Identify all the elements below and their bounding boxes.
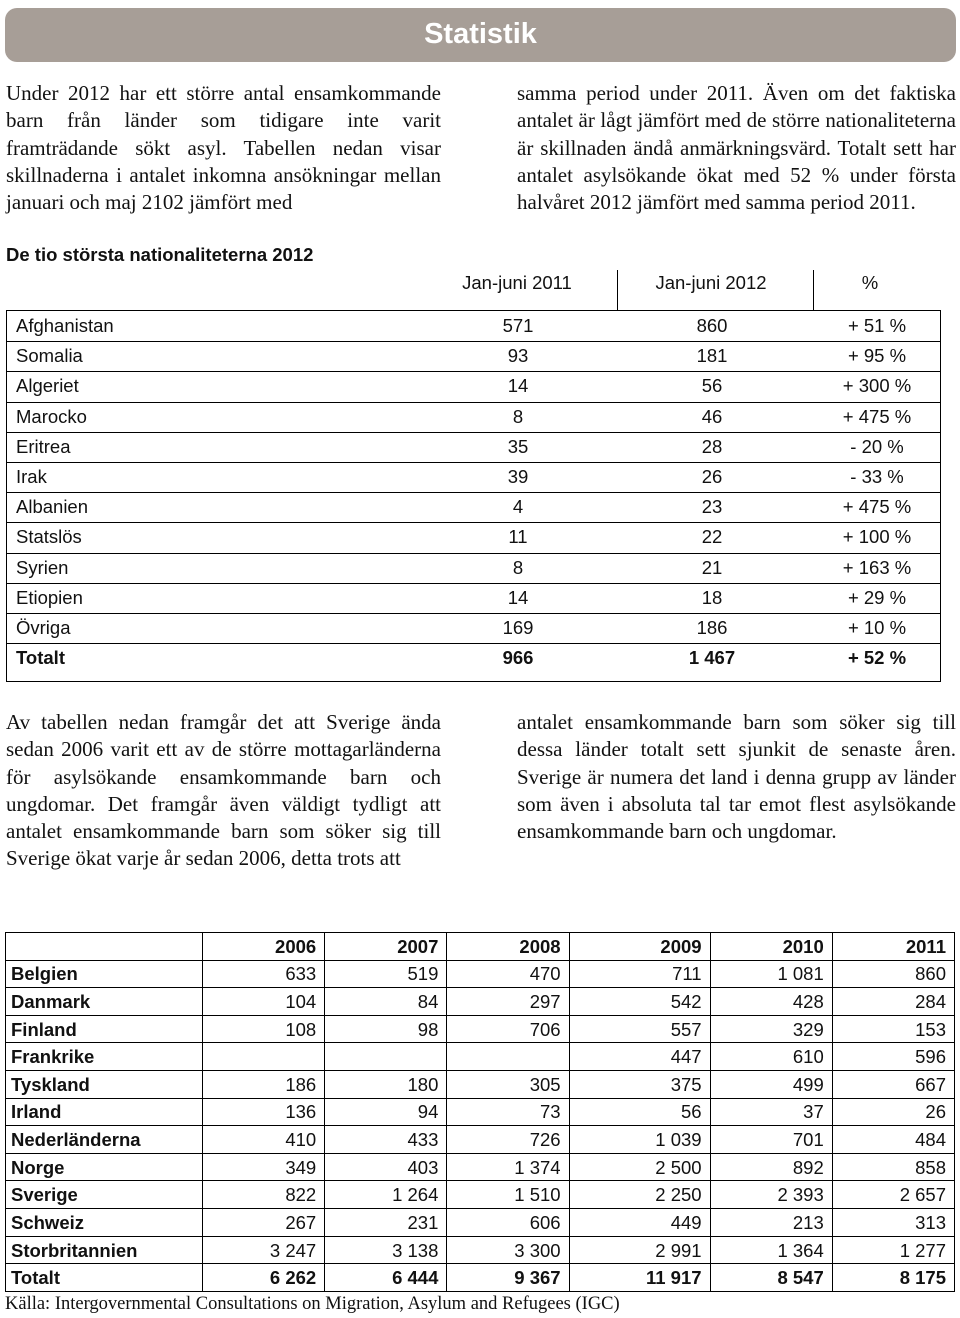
table2-row xyxy=(6,1126,955,1154)
table1-row xyxy=(7,341,940,371)
table1-cell-y2012: 22 xyxy=(701,526,723,548)
table2-value-cell: 858 xyxy=(832,1153,954,1181)
table2-value-cell: 1 277 xyxy=(832,1236,954,1264)
table1-cell-y2012: 1 467 xyxy=(688,647,736,669)
table2-row xyxy=(6,1071,955,1099)
table2-value-cell: 1 510 xyxy=(447,1181,569,1209)
table2-country-cell: Schweiz xyxy=(6,1209,203,1237)
table1-cell-country: Somalia xyxy=(16,345,83,367)
table1-cell-y2011: 4 xyxy=(512,496,524,518)
table1-cell-y2011: 571 xyxy=(502,315,534,336)
table1-cell-country: Algeriet xyxy=(16,375,79,397)
table2-row xyxy=(6,1043,955,1071)
table2-value-cell: 108 xyxy=(203,1015,325,1043)
table1-cell-y2012: 860 xyxy=(696,315,728,336)
table2-corner-cell xyxy=(6,933,203,961)
table2-value-cell xyxy=(325,1043,447,1071)
table2-country-cell: Nederländerna xyxy=(6,1126,203,1154)
table2-value-cell: 6 444 xyxy=(325,1264,447,1292)
table1-row xyxy=(7,643,940,673)
intro-text-right xyxy=(517,80,956,216)
section-banner xyxy=(5,8,956,62)
table2-value-cell xyxy=(203,1043,325,1071)
table2-country-cell: Frankrike xyxy=(6,1043,203,1071)
table2-value-cell: 403 xyxy=(325,1153,447,1181)
table1-col-pct: % xyxy=(861,272,879,293)
source-note: Källa: Intergovernmental Consultations on Migration, Asylum and Refugees (IGC) xyxy=(5,1294,620,1314)
table1-cell-pct: + 300 % xyxy=(842,375,912,397)
table2 xyxy=(5,932,955,1292)
table1-cell-pct: - 20 % xyxy=(850,435,904,457)
table2-value-cell xyxy=(447,1043,569,1071)
table2-value-cell: 711 xyxy=(569,960,710,988)
table2-value-cell: 37 xyxy=(710,1098,832,1126)
table2-year-header: 2009 xyxy=(569,933,710,961)
intro-text-left xyxy=(6,80,441,216)
table2-country-cell: Totalt xyxy=(6,1264,203,1292)
table1-cell-country: Irak xyxy=(16,466,47,487)
table1-row xyxy=(7,432,940,462)
table2-value-cell: 1 264 xyxy=(325,1181,447,1209)
table2-value-cell: 305 xyxy=(447,1071,569,1099)
table2-value-cell: 94 xyxy=(325,1098,447,1126)
table1-row xyxy=(7,522,940,552)
table2-value-cell: 284 xyxy=(832,988,954,1016)
table1-cell-y2012: 18 xyxy=(701,586,723,608)
table2-value-cell: 1 364 xyxy=(710,1236,832,1264)
table1-cell-pct: + 475 % xyxy=(842,405,912,427)
section-title: Statistik xyxy=(424,18,537,50)
table1-cell-y2012: 21 xyxy=(701,556,723,578)
table1-cell-pct: + 100 % xyxy=(842,526,912,548)
table2-country-cell: Belgien xyxy=(6,960,203,988)
table1-cell-y2012: 23 xyxy=(701,496,723,518)
table2-country-cell: Norge xyxy=(6,1153,203,1181)
middle-paragraph-right: antalet ensamkommande barn som söker sig till dessa länder totalt sett sjunkit de senaste åren. Sverige är numera det land i denna grupp av länder som även i absoluta tal tar emot flest asylsökande ensamkommande barn och ungdomar. xyxy=(517,710,956,844)
table2-value-cell: 1 081 xyxy=(710,960,832,988)
table2-year-header: 2011 xyxy=(832,933,954,961)
table1-cell-y2011: 93 xyxy=(507,345,529,367)
table1-col-2011: Jan-juni 2011 xyxy=(462,272,572,293)
table2-value-cell: 557 xyxy=(569,1015,710,1043)
table2-value-cell: 8 175 xyxy=(832,1264,954,1292)
table2-value-cell: 329 xyxy=(710,1015,832,1043)
table2-value-cell: 3 138 xyxy=(325,1236,447,1264)
table2-year-header: 2007 xyxy=(325,933,447,961)
table1-cell-country: Syrien xyxy=(16,556,69,578)
table2-value-cell: 822 xyxy=(203,1181,325,1209)
middle-text-right xyxy=(517,709,956,845)
middle-text-left xyxy=(6,709,441,873)
table2-value-cell: 1 374 xyxy=(447,1153,569,1181)
table2-value-cell: 542 xyxy=(569,988,710,1016)
table1-cell-pct: + 163 % xyxy=(842,556,912,578)
table1-col-2012: Jan-juni 2012 xyxy=(655,272,767,293)
table2-value-cell: 2 500 xyxy=(569,1153,710,1181)
table2-value-cell: 519 xyxy=(325,960,447,988)
table2-row xyxy=(6,1015,955,1043)
table2-value-cell: 84 xyxy=(325,988,447,1016)
table2-value-cell: 701 xyxy=(710,1126,832,1154)
table2-value-cell: 213 xyxy=(710,1209,832,1237)
table1-cell-pct: + 52 % xyxy=(847,647,907,669)
table2-value-cell: 98 xyxy=(325,1015,447,1043)
table2-value-cell: 499 xyxy=(710,1071,832,1099)
table1-cell-country: Övriga xyxy=(16,617,71,638)
table2-header-row xyxy=(6,933,955,961)
table1-cell-y2011: 35 xyxy=(507,435,529,457)
intro-paragraph-left: Under 2012 har ett större antal ensamkommande barn från länder som tidigare inte varit framträdande sökt asyl. Tabellen nedan visar skillnaderna i antalet inkomna ansökningar mellan januari och maj 2102 jämfört med xyxy=(6,81,441,215)
table2-value-cell: 11 917 xyxy=(569,1264,710,1292)
table2-value-cell: 153 xyxy=(832,1015,954,1043)
table2-value-cell: 706 xyxy=(447,1015,569,1043)
table2-year-header: 2006 xyxy=(203,933,325,961)
intro-paragraph-right: samma period under 2011. Även om det faktiska antalet är lågt jämfört med de större nationaliteterna är skillnaden ändå anmärkningsvärd. Totalt sett har antalet asylsökande ökat med 52 % under första halvåret 2012 jämfört med samma period 2011. xyxy=(517,81,956,215)
table1-cell-y2012: 46 xyxy=(701,405,723,427)
table1-cell-y2011: 14 xyxy=(507,586,529,608)
table2-value-cell: 297 xyxy=(447,988,569,1016)
table2-value-cell: 470 xyxy=(447,960,569,988)
table1-cell-y2012: 26 xyxy=(701,466,723,487)
table2-value-cell: 484 xyxy=(832,1126,954,1154)
table1-heading: De tio största nationaliteterna 2012 xyxy=(6,244,314,265)
table2-value-cell: 726 xyxy=(447,1126,569,1154)
table2-value-cell: 606 xyxy=(447,1209,569,1237)
table1-cell-y2011: 8 xyxy=(512,405,524,427)
table2-row xyxy=(6,1181,955,1209)
table2-country-cell: Sverige xyxy=(6,1181,203,1209)
table2-row xyxy=(6,988,955,1016)
table1-cell-country: Eritrea xyxy=(16,435,71,457)
table1-row xyxy=(7,613,940,643)
table2-row xyxy=(6,960,955,988)
table1-row xyxy=(7,371,940,401)
table2-value-cell: 596 xyxy=(832,1043,954,1071)
table2-country-cell: Storbritannien xyxy=(6,1236,203,1264)
table2-value-cell: 104 xyxy=(203,988,325,1016)
table1-row xyxy=(7,462,940,492)
table2-country-cell: Irland xyxy=(6,1098,203,1126)
table1-row xyxy=(7,492,940,522)
table2-value-cell: 449 xyxy=(569,1209,710,1237)
table2-value-cell: 375 xyxy=(569,1071,710,1099)
table2-value-cell: 2 991 xyxy=(569,1236,710,1264)
table1-cell-country: Marocko xyxy=(16,405,87,427)
table2-value-cell: 349 xyxy=(203,1153,325,1181)
table1-header xyxy=(430,270,940,310)
table2-value-cell: 6 262 xyxy=(203,1264,325,1292)
table2-value-cell: 892 xyxy=(710,1153,832,1181)
table2-value-cell: 313 xyxy=(832,1209,954,1237)
table2-year-header: 2008 xyxy=(447,933,569,961)
table1-cell-pct: + 29 % xyxy=(847,586,907,608)
table1-row xyxy=(7,553,940,583)
table1-cell-country: Statslös xyxy=(16,526,82,548)
table2-value-cell: 428 xyxy=(710,988,832,1016)
table1-cell-y2011: 8 xyxy=(512,556,524,578)
table2-value-cell: 73 xyxy=(447,1098,569,1126)
table1-cell-pct: + 475 % xyxy=(842,496,912,518)
table2-country-cell: Tyskland xyxy=(6,1071,203,1099)
table2-value-cell: 2 393 xyxy=(710,1181,832,1209)
table2-value-cell: 1 039 xyxy=(569,1126,710,1154)
table1-cell-y2011: 11 xyxy=(508,526,528,548)
table1-cell-y2011: 14 xyxy=(507,375,529,397)
table2-value-cell: 410 xyxy=(203,1126,325,1154)
table2-value-cell: 633 xyxy=(203,960,325,988)
table1-cell-y2011: 39 xyxy=(507,466,529,487)
table2-row xyxy=(6,1209,955,1237)
table1-col-divider xyxy=(617,270,618,310)
table1-cell-country: Albanien xyxy=(16,496,89,518)
table1-cell-y2012: 186 xyxy=(696,617,728,638)
table2-value-cell: 433 xyxy=(325,1126,447,1154)
table2-value-cell: 26 xyxy=(832,1098,954,1126)
table1-col-divider xyxy=(813,270,814,310)
table1-cell-pct: + 95 % xyxy=(847,345,907,367)
table1-cell-country: Totalt xyxy=(16,647,65,669)
table2-country-cell: Finland xyxy=(6,1015,203,1043)
table1-cell-y2012: 28 xyxy=(701,435,723,457)
table2-value-cell: 3 247 xyxy=(203,1236,325,1264)
table1-row xyxy=(7,583,940,613)
table2-country-cell: Danmark xyxy=(6,988,203,1016)
table1-cell-y2011: 169 xyxy=(502,617,534,638)
table2-value-cell: 231 xyxy=(325,1209,447,1237)
table2-value-cell: 2 250 xyxy=(569,1181,710,1209)
table1-row xyxy=(7,402,940,432)
table2-value-cell: 3 300 xyxy=(447,1236,569,1264)
table2-value-cell: 186 xyxy=(203,1071,325,1099)
table2-value-cell: 2 657 xyxy=(832,1181,954,1209)
table2-value-cell: 447 xyxy=(569,1043,710,1071)
table1-cell-pct: + 51 % xyxy=(847,315,907,336)
table2-year-header: 2010 xyxy=(710,933,832,961)
middle-paragraph-left: Av tabellen nedan framgår det att Sverige ända sedan 2006 varit ett av de större mottagarländerna för asylsökande ensamkommande barn och ungdomar. Det framgår även väldigt tydligt att antalet ensamkommande barn som söker sig till Sverige ökat varje år sedan 2006, detta trots att xyxy=(6,710,441,871)
table2-value-cell: 8 547 xyxy=(710,1264,832,1292)
table2-value-cell: 136 xyxy=(203,1098,325,1126)
table1-row xyxy=(7,311,940,341)
table1-cell-y2012: 181 xyxy=(696,345,728,367)
table2-row xyxy=(6,1098,955,1126)
table2-value-cell: 267 xyxy=(203,1209,325,1237)
table1-cell-pct: - 33 % xyxy=(850,466,904,487)
table2-value-cell: 860 xyxy=(832,960,954,988)
table2-value-cell: 610 xyxy=(710,1043,832,1071)
table2-value-cell: 56 xyxy=(569,1098,710,1126)
table1-cell-country: Afghanistan xyxy=(16,315,114,336)
table1-body xyxy=(6,310,941,682)
table2-row xyxy=(6,1153,955,1181)
table1-cell-y2012: 56 xyxy=(701,375,723,397)
table2-row xyxy=(6,1236,955,1264)
table2-value-cell: 667 xyxy=(832,1071,954,1099)
table1-cell-pct: + 10 % xyxy=(847,617,907,638)
table2-value-cell: 180 xyxy=(325,1071,447,1099)
table2-value-cell: 9 367 xyxy=(447,1264,569,1292)
table2-row xyxy=(6,1264,955,1292)
table1-cell-y2011: 966 xyxy=(502,647,534,669)
table1-cell-country: Etiopien xyxy=(16,586,83,608)
